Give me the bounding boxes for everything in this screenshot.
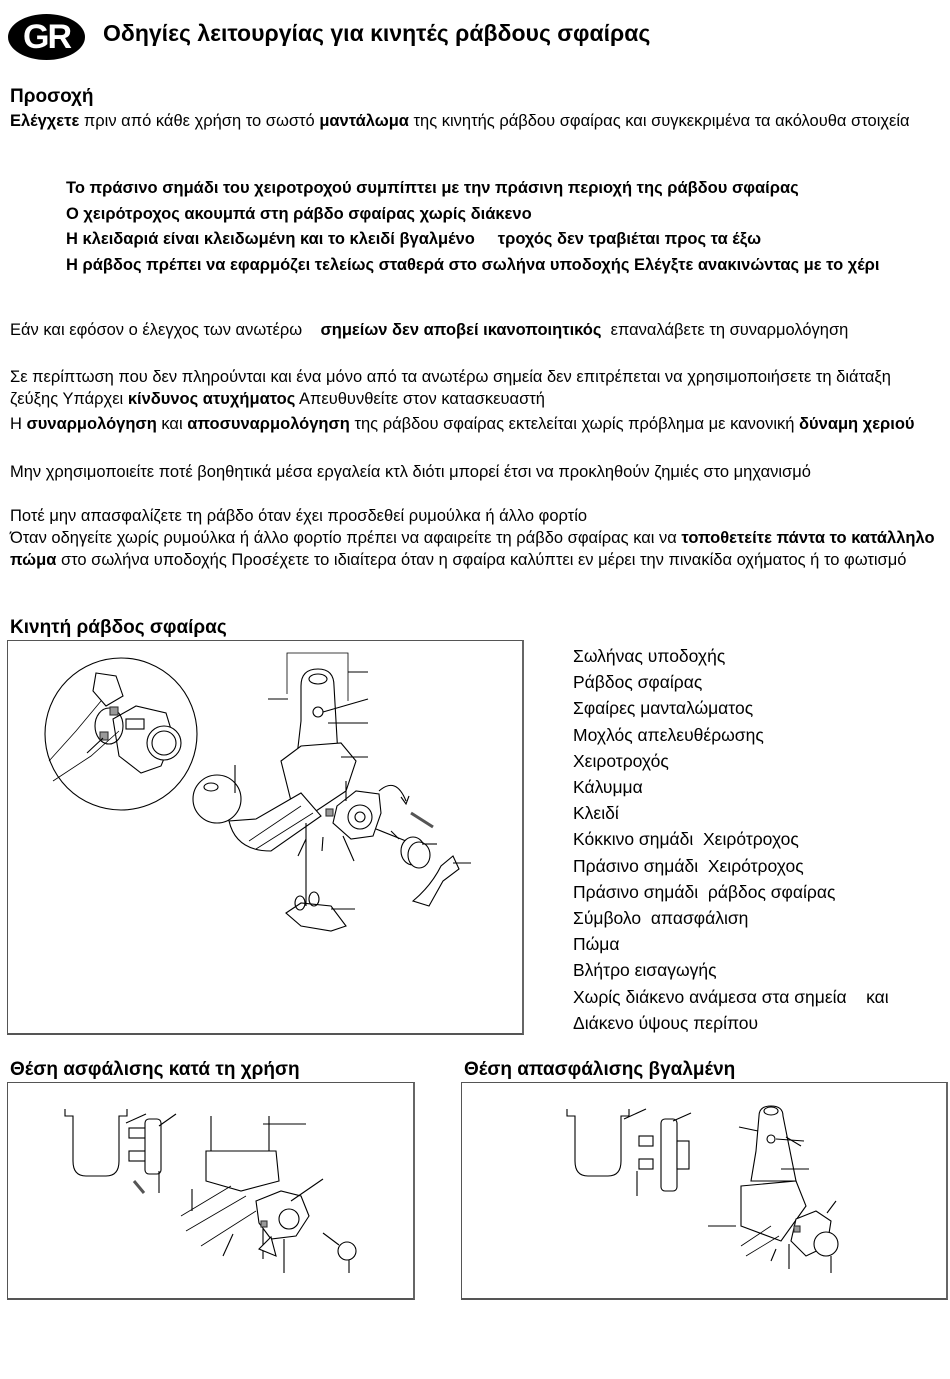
badge-label: GR bbox=[23, 17, 70, 56]
legend-item: Πράσινο σημάδι Χειρότροχος bbox=[573, 855, 804, 876]
section-heading-unlocked: Θέση απασφάλισης βγαλμένη bbox=[464, 1059, 736, 1080]
legend-item: Ράβδος σφαίρας bbox=[573, 672, 703, 693]
page-title: Οδηγίες λειτουργίας για κινητές ράβδους σφαίρας bbox=[103, 20, 651, 46]
legend-item: Χειροτροχός bbox=[573, 750, 669, 771]
p2-bold: κίνδυνος ατυχήματος bbox=[127, 390, 296, 408]
legend-item: Κόκκινο σημάδι Χειρότροχος bbox=[573, 829, 799, 850]
paragraph-repeat-assembly bbox=[10, 319, 930, 341]
checklist bbox=[66, 176, 936, 278]
checklist-item: Η ράβδος πρέπει να εφαρμόζει τελείως σταθερά στο σωλήνα υποδοχής Ελέγξτε ανακινώντας με το χέρι bbox=[66, 255, 880, 274]
caution-intro bbox=[10, 110, 930, 132]
intro-bold-check: Ελέγχετε bbox=[10, 112, 80, 130]
p6-text: Όταν οδηγείτε χωρίς ρυμούλκα ή άλλο φορτίο πρέπει να αφαιρείτε τη ράβδο σφαίρας και να bbox=[10, 529, 682, 547]
p2-text-2: Απευθυνθείτε στον κατασκευαστή bbox=[295, 390, 545, 408]
p2-text: Σε περίπτωση που δεν πληρούνται και ένα μόνο από τα ανωτέρω σημεία δεν επιτρέπεται να χρησιμοποιήσετε τη διάταξη ζεύξης Υπάρχει bbox=[10, 368, 891, 408]
legend-item: Πώμα bbox=[573, 934, 620, 955]
parts-legend bbox=[573, 643, 889, 1036]
country-badge-gr bbox=[8, 14, 85, 60]
p1-bold: σημείων δεν αποβεί ικανοποιητικός bbox=[320, 321, 602, 339]
p3-bold-3: δύναμη χεριού bbox=[799, 415, 915, 433]
legend-item: Κλειδί bbox=[573, 803, 619, 824]
intro-text: πριν από κάθε χρήση το σωστό bbox=[79, 112, 320, 130]
unlocked-illustration bbox=[462, 1083, 946, 1298]
paragraph-no-tools: Μην χρησιμοποιείτε ποτέ βοηθητικά μέσα εργαλεία κτλ διότι μπορεί έτσι να προκληθούν ζημιές στο μηχανισμό bbox=[10, 463, 811, 481]
paragraph-no-unlock: Ποτέ μην απασφαλίζετε τη ράβδο όταν έχει προσδεθεί ρυμούλκα ή άλλο φορτίο bbox=[10, 507, 588, 525]
checklist-item: Ο χειρότροχος ακουμπά στη ράβδο σφαίρας χωρίς διάκενο bbox=[66, 204, 532, 223]
intro-bold-latching: μαντάλωμα bbox=[319, 112, 409, 130]
p6-bold: τοποθετείτε πάντα το κατάλληλο πώμα bbox=[10, 529, 935, 569]
legend-item: Βλήτρο εισαγωγής bbox=[573, 960, 717, 981]
locked-illustration bbox=[8, 1083, 413, 1298]
checklist-item: Το πράσινο σημάδι του χειροτροχού συμπίπτει με την πράσινη περιοχή της ράβδου σφαίρας bbox=[66, 179, 799, 197]
figure-locked-position bbox=[7, 1082, 415, 1300]
legend-item: Σφαίρες μανταλώματος bbox=[573, 698, 754, 719]
legend-item: Σύμβολο απασφάλιση bbox=[573, 908, 749, 929]
legend-item: Χωρίς διάκενο ανάμεσα στα σημεία και bbox=[573, 986, 889, 1007]
legend-item: Κάλυμμα bbox=[573, 777, 643, 798]
caution-heading: Προσοχή bbox=[10, 86, 94, 107]
legend-item: Διάκενο ύψους περίπου bbox=[573, 1012, 759, 1033]
section-heading-locked: Θέση ασφάλισης κατά τη χρήση bbox=[10, 1059, 300, 1080]
figure-detachable-ball-bar bbox=[7, 640, 524, 1035]
p6-text-2: στο σωλήνα υποδοχής Προσέχετε το ιδιαίτερα όταν η σφαίρα καλύπτει εν μέρει την πινακίδα οχήματος ή το φωτισμό bbox=[56, 551, 907, 569]
legend-item: Πράσινο σημάδι ράβδος σφαίρας bbox=[573, 881, 836, 902]
legend-item: Σωλήνας υποδοχής bbox=[573, 646, 726, 666]
p1-text-2: επαναλάβετε τη συναρμολόγηση bbox=[601, 321, 849, 339]
legend-item: Μοχλός απελευθέρωσης bbox=[573, 724, 764, 745]
p3-text-2: και bbox=[156, 415, 188, 433]
checklist-item: Η κλειδαριά είναι κλειδωμένη και το κλειδί βγαλμένο τροχός δεν τραβιέται προς τα έξω bbox=[66, 230, 762, 248]
paragraph-fit-cap bbox=[10, 527, 945, 571]
ball-bar-illustration bbox=[8, 641, 522, 1033]
p1-text: Εάν και εφόσον ο έλεγχος των ανωτέρω bbox=[10, 321, 321, 339]
paragraph-accident-risk bbox=[10, 366, 910, 410]
p3-bold-2: αποσυναρμολόγηση bbox=[187, 415, 350, 433]
section-heading-detachable-ball: Κινητή ράβδος σφαίρας bbox=[10, 617, 227, 638]
p3-text-3: της ράβδου σφαίρας εκτελείται χωρίς πρόβλημα με κανονική bbox=[349, 415, 800, 433]
p3-bold: συναρμολόγηση bbox=[26, 415, 157, 433]
p3-text: Η bbox=[10, 415, 27, 433]
figure-unlocked-position bbox=[461, 1082, 948, 1300]
intro-text-2: της κινητής ράβδου σφαίρας και συγκεκριμένα τα ακόλουθα στοιχεία bbox=[408, 112, 910, 130]
paragraph-hand-force bbox=[10, 413, 940, 435]
